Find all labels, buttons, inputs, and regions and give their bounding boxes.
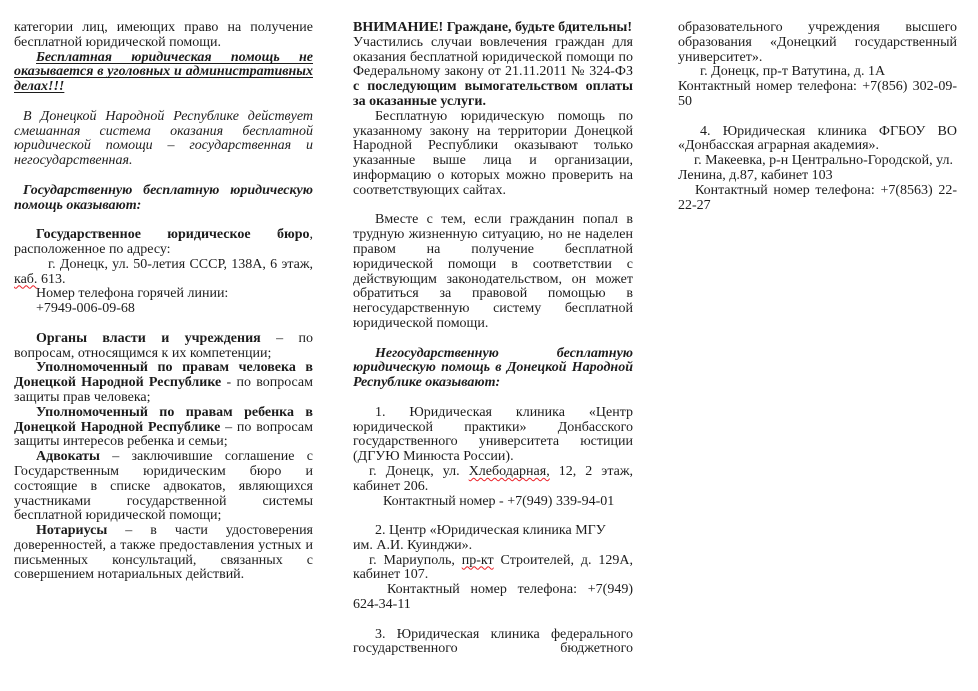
- para-state-aid-heading: [14, 184, 313, 214]
- text-run: Государственную бесплатную юридическую помощь оказывают:: [14, 182, 313, 213]
- spacer: [353, 613, 633, 628]
- text-run: 613.: [37, 271, 66, 287]
- text-run: - по вопросам защиты прав человека;: [14, 375, 314, 405]
- text-run: Нотариусы: [36, 523, 108, 539]
- para-clinic-1-phone: [353, 495, 633, 510]
- text-run: В Донецкой Народной Республике действует смешанная система оказания бесплатной юридической помощи – государственная и негосударственная.: [14, 108, 313, 169]
- para-clinic-4-phone: [678, 184, 957, 214]
- text-run: Государственное юридическое бюро: [36, 227, 310, 243]
- para-attention-warning: [353, 21, 633, 110]
- column-right: [678, 21, 957, 213]
- para-clinic-3-phone: [678, 80, 957, 110]
- text-run: 2. Центр «Юридическая клиника МГУ: [375, 523, 606, 539]
- column-left: [14, 21, 313, 583]
- text-run: Контактный номер - +7(949) 339-94-01: [383, 493, 615, 509]
- para-continuation-categories: [14, 21, 313, 51]
- text-run: Вместе с тем, если гражданин попал в трудную жизненную ситуацию, но не наделен правом на получение бесплатной юридической помощи в соответствии с действующим законодательством, он может обратиться за правовой помощью в негосударственную систему бесплатной юридической помощи.: [353, 212, 633, 331]
- spacer: [14, 213, 313, 228]
- text-run: +7949-006-09-68: [36, 301, 135, 317]
- para-clinic-4: [678, 125, 957, 155]
- text-run: Номер телефона горячей линии:: [36, 286, 229, 302]
- text-run: г. Донецк, ул.: [369, 463, 469, 479]
- para-state-bureau: [14, 228, 313, 258]
- para-not-provided-warning: [14, 51, 313, 95]
- text-run: – заключившие соглашение с Государственным юридическим бюро и состоящие в списке адвокатов, являющихся участниками государственной системы бесплатной юридической помощи;: [14, 449, 313, 524]
- text-run: г. Макеевка, р-н Центрально-Городской, ул. Ленина, д.87, кабинет 103: [678, 153, 953, 183]
- text-run: Контактный номер телефона: +7(856) 302-09-50: [678, 79, 957, 109]
- text-run: Участились случаи вовлечения граждан для оказания бесплатной юридической помощи по Федеральному закону от 21.11.2011 № 324-ФЗ: [353, 34, 633, 80]
- text-run: г. Донецк, пр-т Ватутина, д. 1А: [700, 64, 886, 80]
- para-clinic-1: [353, 406, 633, 465]
- para-clinic-3-address: [678, 65, 957, 80]
- para-notaries: [14, 524, 313, 583]
- para-ombudsman-child: [14, 406, 313, 450]
- para-difficult-situation: [353, 213, 633, 331]
- para-clinic-3-continuation: [678, 21, 957, 65]
- text-run: 4. Юридическая клиника ФГБОУ ВО «Донбасская аграрная академия».: [678, 123, 957, 154]
- para-clinic-1-address: [353, 465, 633, 495]
- column-middle: [353, 21, 633, 657]
- spacer: [353, 391, 633, 406]
- para-clinic-2-phone: [353, 583, 633, 613]
- para-hotline-number: [14, 302, 313, 317]
- spacer: [14, 95, 313, 110]
- para-nonstate-aid-heading: [353, 347, 633, 391]
- text-run: с последующим вымогательством оплаты за оказанные услуги.: [353, 79, 633, 109]
- misspelled-word: Хлебодарная,: [468, 463, 550, 479]
- spacer: [14, 317, 313, 332]
- text-run: Контактный номер телефона: +7(949) 624-34-11: [353, 582, 633, 613]
- para-authorities: [14, 332, 313, 362]
- text-run: Органы власти и учреждения: [36, 330, 261, 346]
- text-run: ВНИМАНИЕ! Граждане, будьте бдительны!: [353, 20, 632, 35]
- text-run: Бесплатная юридическая помощь не оказывается в уголовных и административных делах!!!: [14, 49, 313, 95]
- spacer: [353, 199, 633, 214]
- para-verify-providers: [353, 110, 633, 199]
- text-run: – по вопросам защиты интересов ребенка и семьи;: [14, 419, 314, 450]
- para-clinic-3-start: [353, 628, 633, 658]
- text-run: Уполномоченный по правам ребенка в Донецкой Народной Республике: [14, 404, 313, 435]
- text-run: Контактный номер телефона: +7(8563) 22-22-27: [678, 182, 957, 213]
- text-run: 1. Юридическая клиника «Центр юридической практики» Донбасского государственного университета юстиции (ДГУЮ Минюста России).: [353, 404, 633, 465]
- text-run: , расположенное по адресу:: [14, 227, 313, 257]
- text-run: 12, 2 этаж, кабинет 206.: [353, 463, 633, 494]
- para-clinic-2-address: [353, 554, 633, 584]
- spacer: [353, 332, 633, 347]
- spacer: [353, 509, 633, 524]
- para-clinic-4-address: [678, 154, 957, 184]
- text-run: – по вопросам, относящимся к их компетенции;: [14, 330, 313, 361]
- para-mixed-system: [14, 110, 313, 169]
- text-run: г. Мариуполь,: [369, 552, 462, 568]
- text-run: Строителей, д. 129А, кабинет 107.: [353, 552, 633, 583]
- para-hotline-label: [14, 287, 313, 302]
- text-run: 3. Юридическая клиника федерального государственного бюджетного: [353, 626, 633, 657]
- text-run: категории лиц, имеющих право на получение бесплатной юридической помощи.: [14, 20, 313, 50]
- text-run: г. Донецк, ул. 50-летия СССР, 138А, 6 этаж,: [48, 256, 313, 272]
- misspelled-word: каб.: [14, 271, 38, 287]
- para-clinic-2: [353, 524, 633, 554]
- para-ombudsman-human: [14, 361, 313, 405]
- text-run: Уполномоченный по правам человека в Донецкой Народной Республике: [14, 360, 313, 391]
- text-run: Адвокаты: [36, 449, 100, 465]
- text-run: им. А.И. Куинджи».: [353, 537, 473, 553]
- para-bureau-address: [14, 258, 313, 288]
- spacer: [678, 110, 957, 125]
- spacer: [14, 169, 313, 184]
- text-run: Негосударственную бесплатную юридическую помощь в Донецкой Народной Республике оказывают:: [353, 345, 633, 391]
- text-run: образовательного учреждения высшего образования «Донецкий государственный университет».: [678, 20, 957, 65]
- para-advocates: [14, 450, 313, 524]
- text-run: Бесплатную юридическую помощь по указанному закону на территории Донецкой Народной Республики оказывают только указанные выше лица и организации, информацию о которых можно проверить на соответствующих сайтах.: [353, 108, 633, 198]
- text-run: – в части удостоверения доверенностей, а также предоставления устных и письменных консультаций, связанных с совершением нотариальных действий.: [14, 523, 313, 583]
- misspelled-word: пр-кт: [461, 552, 494, 568]
